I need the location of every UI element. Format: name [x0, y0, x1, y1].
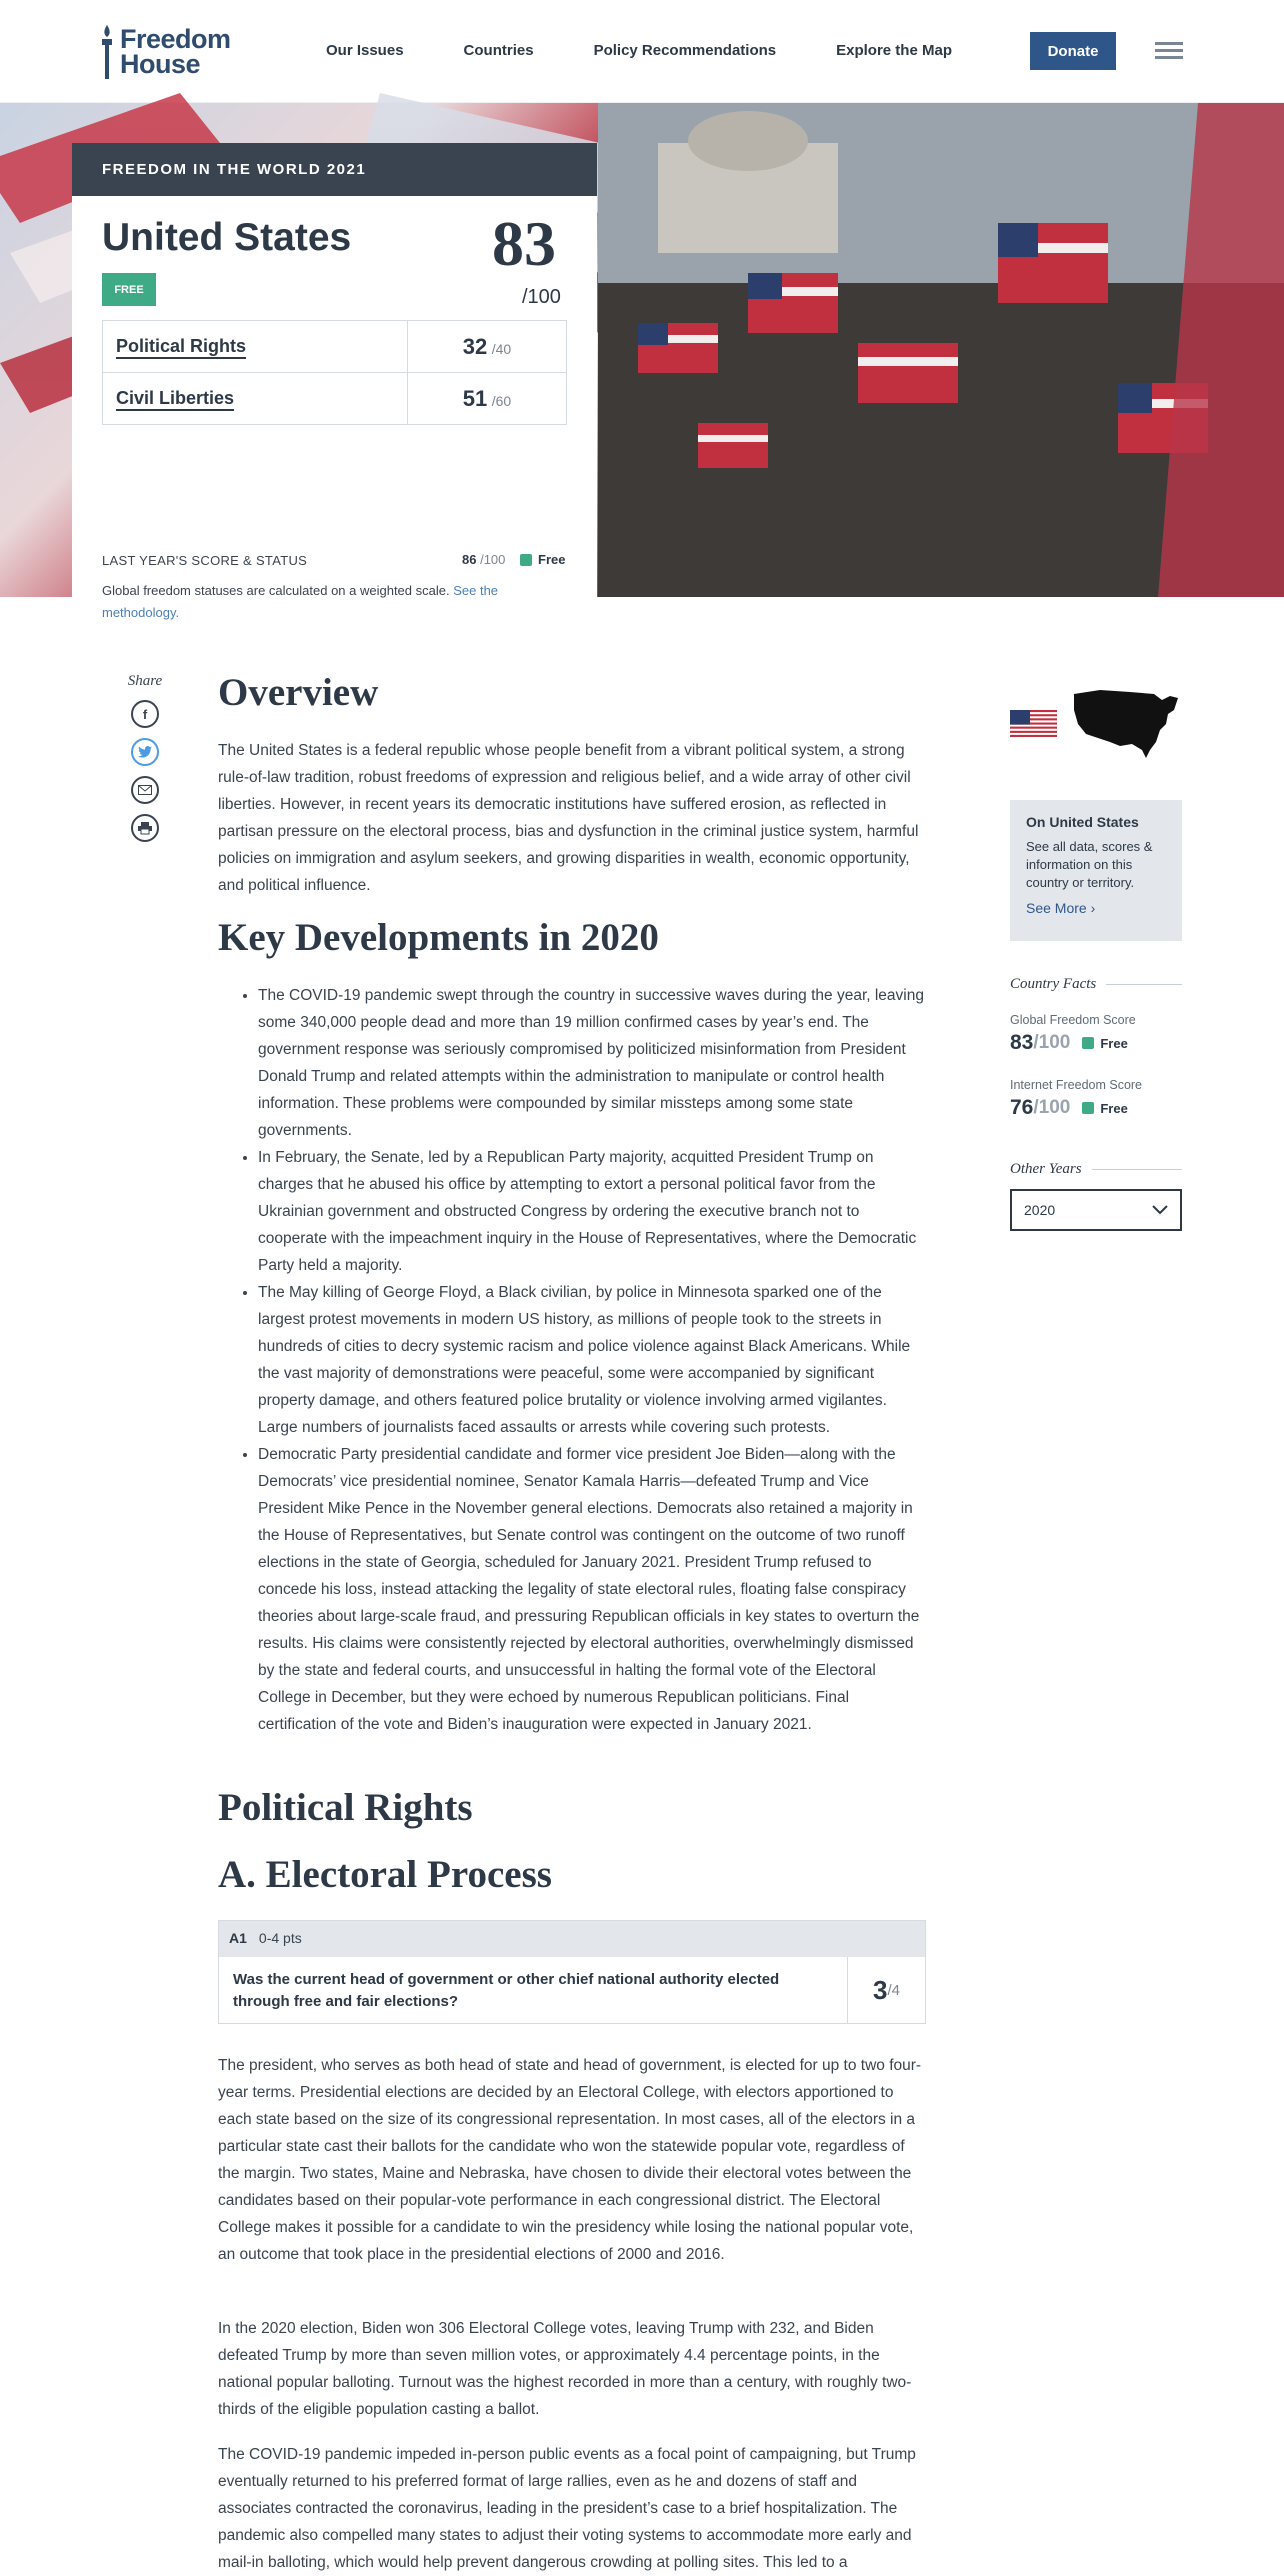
- logo-line-1: Freedom: [120, 24, 231, 54]
- nav-countries[interactable]: Countries: [463, 42, 534, 59]
- total-score: 83: [492, 208, 556, 279]
- country-name: United States: [102, 216, 352, 259]
- nav-policy-recommendations[interactable]: Policy Recommendations: [593, 42, 777, 59]
- main-nav: [326, 42, 1012, 59]
- twitter-icon[interactable]: [131, 738, 159, 766]
- methodology-note: Global freedom statuses are calculated on a weighted scale. See the methodology.: [102, 583, 499, 620]
- question-points: 0-4 pts: [258, 1930, 302, 1946]
- overview-heading: Overview: [218, 671, 379, 714]
- us-flag-icon: [1010, 710, 1057, 737]
- other-years-heading: Other Years: [1010, 1161, 1182, 1178]
- fact-score: 76: [1010, 1096, 1034, 1119]
- on-country-description: See all data, scores & information on this country or territory.: [1026, 839, 1153, 890]
- share-column: [124, 673, 166, 852]
- last-year-label: LAST YEAR'S SCORE & STATUS: [102, 553, 308, 568]
- a1-paragraph-3: The COVID-19 pandemic impeded in-person public events as a focal point of campaigning, but Trump eventually returned to his preferred format of large rallies, even as he and dozens of staff and associates contracted the coronavirus, leading in the president’s case to a brief hospitalization. The pandemic also compelled many states to adjust their voting systems to accommodate more early and mail-in balloting, which would help prevent dangerous crowding at polling sites. This led to a: [218, 2446, 916, 2571]
- share-label: Share: [127, 673, 163, 689]
- fact-status: Free: [1100, 1100, 1128, 1116]
- on-country-box: [1010, 800, 1182, 941]
- status-dot-icon: [1082, 1102, 1094, 1114]
- menu-icon[interactable]: [1155, 42, 1183, 60]
- list-item: • The May killing of George Floyd, a Black civilian, by police in Minnesota sparked one of the largest protest movements in modern US history, as millions of people took to the streets in hundreds of cities to decry systemic racism and police violence against Black Americans. While the vast majority of demonstrations were peaceful, some were accompanied by significant property damage, and others featured police brutality or violence involving armed vigilantes. Large numbers of journalists faced assaults or arrests while covering such protests.: [258, 1279, 926, 1441]
- list-item: • In February, the Senate, led by a Republican Party majority, acquitted President Trump on charges that he abused his office by attempting to extort a personal political favor from the Ukrainian government and obstructed Congress by ordering the executive branch not to cooperate with the impeachment inquiry in the House of Representatives, where the Democratic Party held a majority.: [258, 1144, 926, 1279]
- status-badge: FREE: [102, 273, 156, 306]
- fact-label: Internet Freedom Score: [1010, 1078, 1143, 1092]
- question-text: Was the current head of government or other chief national authority elected through free and fair elections?: [219, 1957, 848, 2023]
- key-developments-list: [258, 982, 926, 1738]
- on-country-title: On United States: [1026, 814, 1139, 830]
- status-dot-icon: [1082, 1037, 1094, 1049]
- us-map-icon: [1070, 680, 1182, 760]
- see-more-link[interactable]: See More ›: [1026, 900, 1096, 916]
- question-score: 3 /4: [873, 1974, 900, 2005]
- hero-inauguration-photo: [598, 103, 1284, 597]
- political-rights-max: /40: [491, 340, 512, 357]
- total-score-max: /100: [522, 286, 561, 308]
- a1-paragraph-2: In the 2020 election, Biden won 306 Electoral College votes, leaving Trump with 232, and Biden defeated Trump by more than seven million votes, or approximately 4.4 percentage points, in the national popular balloting. Turnout was the highest recorded in more than a century, with roughly two-thirds of the eligible population casting a ballot.: [218, 2320, 912, 2418]
- political-rights-score: 32: [462, 333, 488, 359]
- torch-icon: [100, 23, 114, 81]
- question-header: [219, 1921, 925, 1957]
- last-year-status: Free: [520, 552, 565, 567]
- score-card: [72, 143, 597, 620]
- fact-max: /100: [1033, 1032, 1071, 1053]
- global-freedom-fact: [1010, 1013, 1182, 1055]
- fact-max: /100: [1033, 1097, 1071, 1118]
- country-facts-heading: Country Facts: [1010, 976, 1182, 993]
- table-row: [103, 321, 567, 373]
- status-dot-icon: [520, 554, 532, 566]
- capitol-crowd-art: [598, 103, 1284, 597]
- site-header: [0, 0, 1284, 103]
- list-item: • Democratic Party presidential candidate and former vice president Joe Biden—along with the Democrats’ vice presidential nominee, Senator Kamala Harris—defeated Trump and Vice President Mike Pence in the November general elections. Democrats also retained a majority in the House of Representatives, but Senate control was contingent on the outcome of two runoff elections in the state of Georgia, scheduled for January 2021. President Trump refused to concede his loss, instead attacking the legality of state electoral rules, floating false conspiracy theories about large-scale fraud, and pressuring Republican officials in key states to overturn the results. His claims were consistently rejected by electoral authorities, overwhelmingly dismissed by the state and federal courts, and unsuccessful in halting the formal vote of the Electoral College in December, but they were echoed by numerous Republican politicians. Final certification of the vote and Biden’s inauguration were expected in January 2021.: [258, 1441, 926, 1738]
- fact-score: 83: [1010, 1031, 1034, 1054]
- freedom-house-logo[interactable]: [100, 22, 231, 82]
- civil-liberties-link[interactable]: Civil Liberties: [116, 388, 234, 411]
- methodology-link[interactable]: See the methodology.: [102, 583, 499, 620]
- hero: [0, 103, 1284, 620]
- logo-line-2: House: [120, 49, 201, 79]
- year-select[interactable]: [1010, 1189, 1182, 1231]
- political-rights-link[interactable]: Political Rights: [116, 336, 246, 359]
- question-box-a1: [218, 1920, 926, 2024]
- internet-freedom-fact: [1010, 1078, 1182, 1120]
- electoral-process-heading: A. Electoral Process: [218, 1853, 552, 1896]
- fact-label: Global Freedom Score: [1010, 1013, 1136, 1027]
- civil-liberties-score: 51: [462, 385, 488, 411]
- report-band: FREEDOM IN THE WORLD 2021: [72, 143, 597, 196]
- list-item: • The COVID-19 pandemic swept through the country in successive waves during the year, leaving some 340,000 people dead and more than 19 million confirmed cases by year’s end. The government response was seriously compromised by politicized misinformation from President Donald Trump and related attempts within the administration to manipulate or control health information. These problems were compounded by similar missteps among some state governments.: [258, 982, 926, 1144]
- chevron-right-icon: ›: [1090, 900, 1096, 916]
- question-code: A1: [229, 1930, 247, 1946]
- selected-year: 2020: [1024, 1202, 1056, 1218]
- donate-button[interactable]: Donate: [1030, 32, 1116, 70]
- table-row: [103, 373, 567, 425]
- political-rights-heading: Political Rights: [218, 1786, 473, 1829]
- chevron-down-icon: [1152, 1205, 1168, 1215]
- facebook-icon[interactable]: f: [131, 700, 159, 728]
- score-breakdown-table: [102, 320, 567, 425]
- nav-our-issues[interactable]: Our Issues: [326, 42, 404, 59]
- a1-paragraph-1: The president, who serves as both head of state and head of government, is elected for up to two four-year terms. Presidential elections are decided by an Electoral College, with electors apportioned to each state based on the size of its congressional representation. In most cases, all of the electors in a particular state cast their ballots for the candidate who won the statewide popular vote, regardless of the margin. Two states, Maine and Nebraska, have chosen to divide their electoral votes between the candidates based on their popular-vote performance in each congressional district. The Electoral College makes it possible for a candidate to win the presidency while losing the national popular vote, an outcome that took place in the presidential elections of 2000 and 2016.: [218, 2057, 922, 2263]
- key-developments-heading: Key Developments in 2020: [218, 916, 659, 959]
- print-icon[interactable]: [131, 814, 159, 842]
- nav-explore-the-map[interactable]: Explore the Map: [836, 42, 952, 59]
- email-icon[interactable]: [131, 776, 159, 804]
- last-year-score: 86 /100: [462, 552, 506, 567]
- civil-liberties-max: /60: [491, 392, 512, 409]
- overview-paragraph: The United States is a federal republic whose people benefit from a vibrant political system, a strong rule-of-law tradition, robust freedoms of expression and religious belief, and a wide array of other civil liberties. However, in recent years its democratic institutions have suffered erosion, as reflected in partisan pressure on the electoral process, bias and dysfunction in the criminal justice system, harmful policies on immigration and asylum seekers, and growing disparities in wealth, economic opportunity, and political influence.: [218, 742, 919, 894]
- fact-status: Free: [1100, 1035, 1128, 1051]
